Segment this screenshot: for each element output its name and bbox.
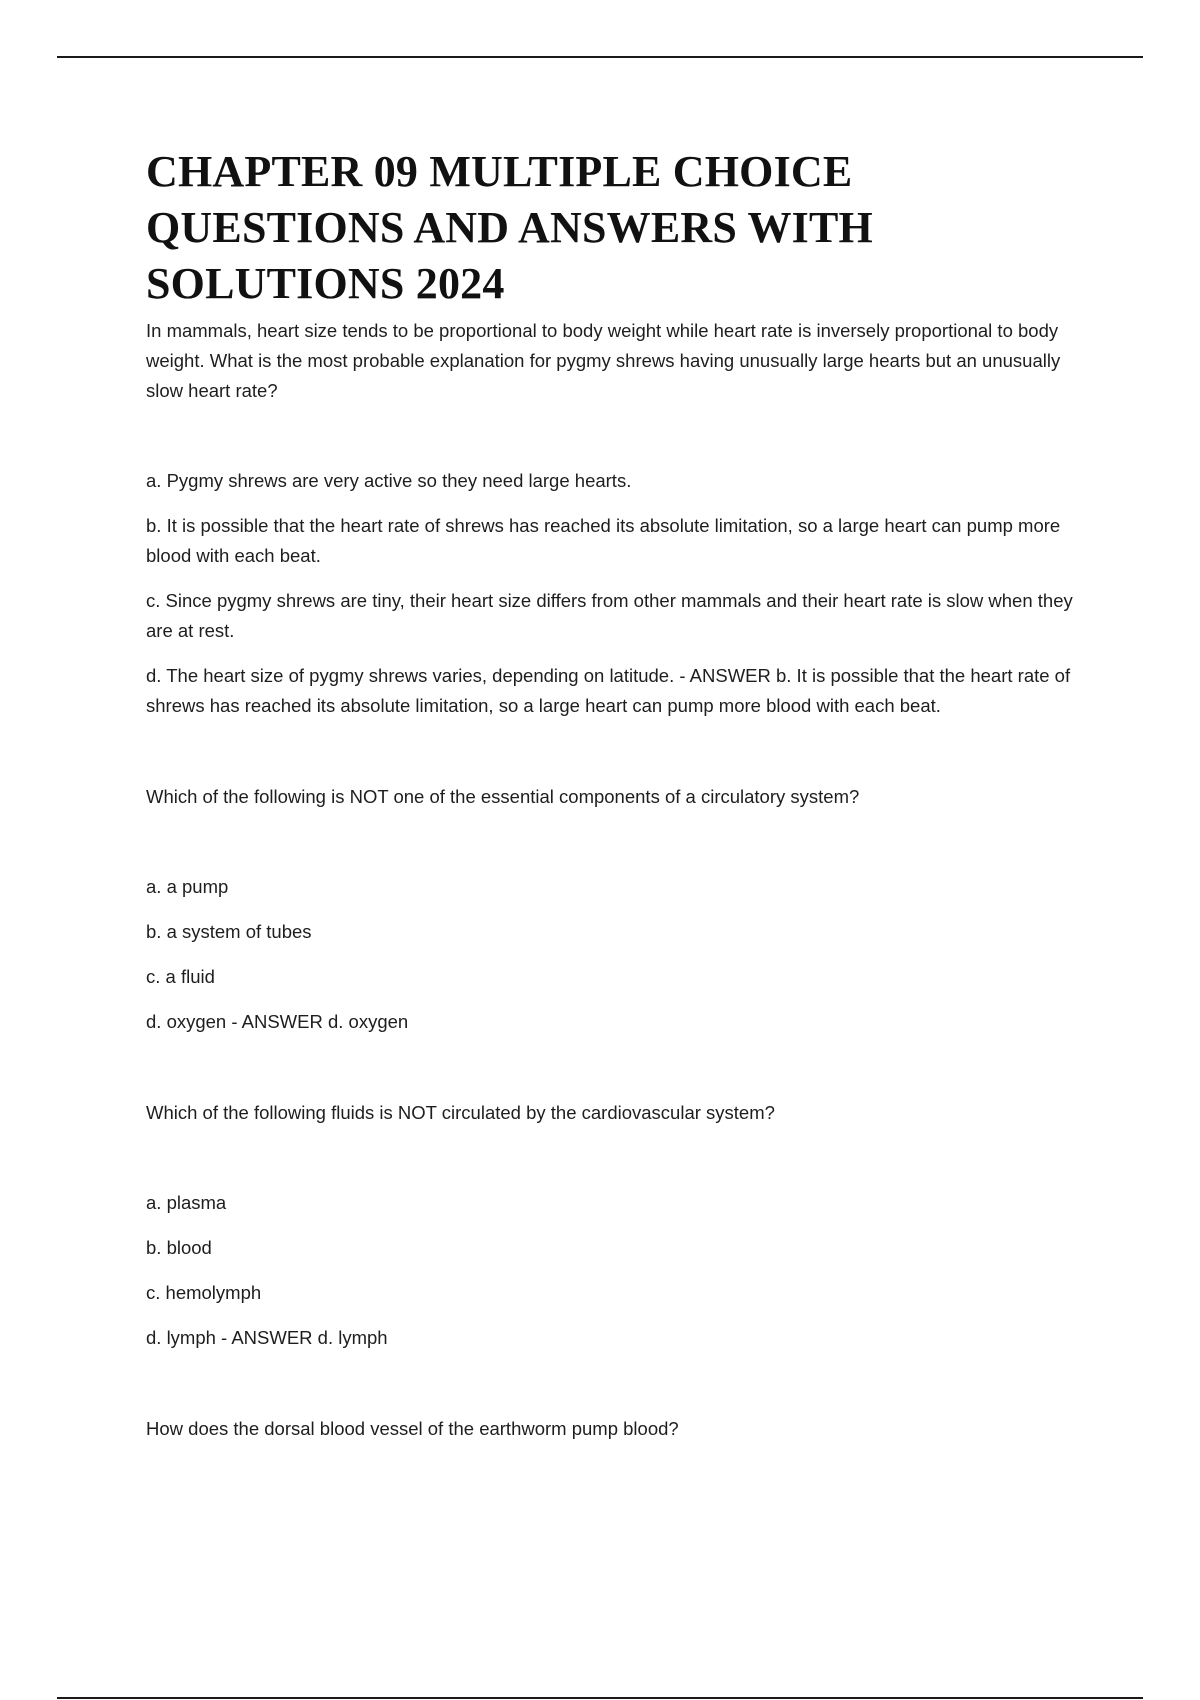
top-rule xyxy=(57,56,1143,58)
question-2 xyxy=(146,782,1096,1037)
option-b: b. a system of tubes xyxy=(146,921,312,942)
bottom-rule xyxy=(57,1697,1143,1699)
option-d-with-answer: d. lymph - ANSWER d. lymph xyxy=(146,1327,388,1348)
question-4 xyxy=(146,1414,1096,1444)
option-a: a. Pygmy shrews are very active so they need large hearts. xyxy=(146,470,632,491)
option-list xyxy=(146,872,1096,1037)
question-text: Which of the following fluids is NOT circulated by the cardiovascular system? xyxy=(146,1102,775,1123)
question-1 xyxy=(146,316,1096,721)
question-text: Which of the following is NOT one of the essential components of a circulatory system? xyxy=(146,786,860,807)
option-list xyxy=(146,1188,1096,1353)
option-a: a. a pump xyxy=(146,876,229,897)
option-c: c. hemolymph xyxy=(146,1282,262,1303)
option-d-with-answer: d. The heart size of pygmy shrews varies, depending on latitude. - ANSWER b. It is possible that the heart rate of shrews has reached its absolute limitation, so a large heart can pump more blood with each beat. xyxy=(146,665,1071,716)
option-list xyxy=(146,466,1096,721)
option-b: b. blood xyxy=(146,1237,212,1258)
question-text: How does the dorsal blood vessel of the earthworm pump blood? xyxy=(146,1418,679,1439)
option-b: b. It is possible that the heart rate of shrews has reached its absolute limitation, so a large heart can pump more blood with each beat. xyxy=(146,515,1061,566)
question-text: In mammals, heart size tends to be proportional to body weight while heart rate is inversely proportional to body weight. What is the most probable explanation for pygmy shrews having unusually large hearts but an unusually slow heart rate? xyxy=(146,320,1061,401)
option-d-with-answer: d. oxygen - ANSWER d. oxygen xyxy=(146,1011,409,1032)
question-3 xyxy=(146,1098,1096,1353)
document-body xyxy=(146,144,1096,1444)
document-title: CHAPTER 09 MULTIPLE CHOICE QUESTIONS AND ANSWERS WITH SOLUTIONS 2024 xyxy=(146,147,873,308)
option-a: a. plasma xyxy=(146,1192,227,1213)
option-c: c. a fluid xyxy=(146,966,215,987)
option-c: c. Since pygmy shrews are tiny, their heart size differs from other mammals and their heart rate is slow when they are at rest. xyxy=(146,590,1073,641)
